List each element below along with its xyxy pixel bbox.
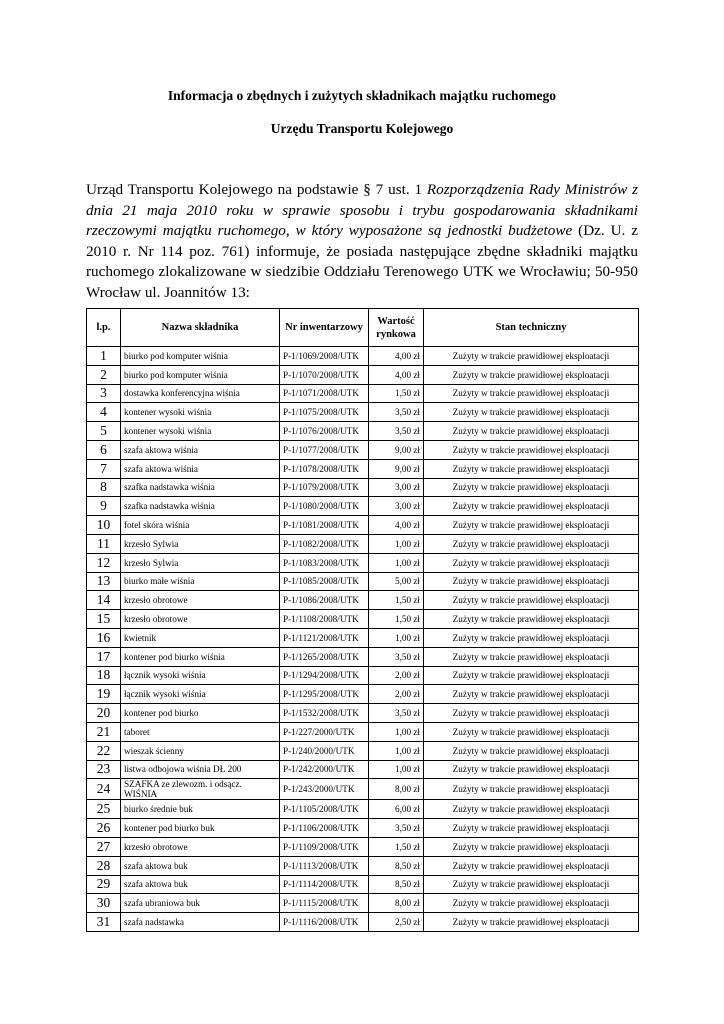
table-row	[87, 704, 639, 723]
cell-technical-state: Zużyty w trakcie prawidłowej eksploatacji	[424, 875, 639, 894]
table-row	[87, 591, 639, 610]
table-row	[87, 722, 639, 741]
cell-lp: 27	[87, 837, 121, 856]
cell-inventory-number: P-1/1082/2008/UTK	[280, 534, 369, 553]
cell-inventory-number: P-1/242/2000/UTK	[280, 760, 369, 779]
table-body	[87, 347, 639, 932]
cell-market-value: 1,50 zł	[369, 384, 424, 403]
table-row	[87, 819, 639, 838]
cell-technical-state: Zużyty w trakcie prawidłowej eksploatacji	[424, 347, 639, 366]
table-row	[87, 478, 639, 497]
table-row	[87, 760, 639, 779]
table-row	[87, 741, 639, 760]
cell-inventory-number: P-1/1075/2008/UTK	[280, 403, 369, 422]
cell-lp: 1	[87, 347, 121, 366]
cell-item-name: kontener wysoki wiśnia	[121, 422, 280, 441]
cell-technical-state: Zużyty w trakcie prawidłowej eksploatacji	[424, 819, 639, 838]
cell-lp: 20	[87, 704, 121, 723]
cell-technical-state: Zużyty w trakcie prawidłowej eksploatacji	[424, 365, 639, 384]
cell-item-name: szafa aktowa wiśnia	[121, 459, 280, 478]
cell-lp: 25	[87, 800, 121, 819]
header-lp: l.p.	[87, 309, 121, 347]
cell-market-value: 1,50 zł	[369, 591, 424, 610]
header-market-value: Wartość rynkowa	[369, 309, 424, 347]
cell-inventory-number: P-1/1086/2008/UTK	[280, 591, 369, 610]
cell-inventory-number: P-1/1080/2008/UTK	[280, 497, 369, 516]
cell-technical-state: Zużyty w trakcie prawidłowej eksploatacji	[424, 534, 639, 553]
cell-inventory-number: P-1/1294/2008/UTK	[280, 666, 369, 685]
cell-inventory-number: P-1/1076/2008/UTK	[280, 422, 369, 441]
header-inventory-number: Nr inwentarzowy	[280, 309, 369, 347]
cell-market-value: 1,00 zł	[369, 741, 424, 760]
cell-lp: 30	[87, 894, 121, 913]
cell-inventory-number: P-1/1121/2008/UTK	[280, 628, 369, 647]
cell-market-value: 8,50 zł	[369, 875, 424, 894]
cell-inventory-number: P-1/1265/2008/UTK	[280, 647, 369, 666]
cell-technical-state: Zużyty w trakcie prawidłowej eksploatacji	[424, 741, 639, 760]
cell-inventory-number: P-1/1106/2008/UTK	[280, 819, 369, 838]
intro-regulation-reference: Rozporządzenia Rady Ministrów z dnia 21 maja 2010 roku w sprawie sposobu i trybu gospodarowania składnikami rzeczowymi majątku ruchomego, w który wyposażone są jednostki budżetowe	[86, 181, 638, 239]
cell-item-name: kontener pod biurko	[121, 704, 280, 723]
cell-market-value: 9,00 zł	[369, 440, 424, 459]
cell-lp: 17	[87, 647, 121, 666]
cell-inventory-number: P-1/1079/2008/UTK	[280, 478, 369, 497]
cell-lp: 19	[87, 685, 121, 704]
cell-lp: 11	[87, 534, 121, 553]
cell-item-name: kontener pod biurko buk	[121, 819, 280, 838]
cell-item-name: biurko małe wiśnia	[121, 572, 280, 591]
cell-item-name: krzesło obrotowe	[121, 610, 280, 629]
cell-lp: 13	[87, 572, 121, 591]
cell-lp: 15	[87, 610, 121, 629]
inventory-table	[86, 308, 639, 932]
cell-inventory-number: P-1/243/2000/UTK	[280, 779, 369, 800]
cell-market-value: 3,50 zł	[369, 647, 424, 666]
header-name: Nazwa składnika	[121, 309, 280, 347]
cell-market-value: 1,50 zł	[369, 610, 424, 629]
cell-technical-state: Zużyty w trakcie prawidłowej eksploatacji	[424, 384, 639, 403]
document-subtitle: Urzędu Transportu Kolejowego	[270, 121, 454, 136]
cell-market-value: 3,50 zł	[369, 403, 424, 422]
table-row	[87, 610, 639, 629]
cell-inventory-number: P-1/1069/2008/UTK	[280, 347, 369, 366]
cell-lp: 26	[87, 819, 121, 838]
cell-inventory-number: P-1/1115/2008/UTK	[280, 894, 369, 913]
cell-technical-state: Zużyty w trakcie prawidłowej eksploatacji	[424, 516, 639, 535]
cell-item-name: szafa nadstawka	[121, 913, 280, 932]
cell-inventory-number: P-1/1071/2008/UTK	[280, 384, 369, 403]
cell-item-name: kontener pod biurko wiśnia	[121, 647, 280, 666]
cell-inventory-number: P-1/240/2000/UTK	[280, 741, 369, 760]
cell-technical-state: Zużyty w trakcie prawidłowej eksploatacji	[424, 478, 639, 497]
cell-item-name: krzesło obrotowe	[121, 837, 280, 856]
cell-lp: 4	[87, 403, 121, 422]
cell-technical-state: Zużyty w trakcie prawidłowej eksploatacji	[424, 760, 639, 779]
cell-lp: 3	[87, 384, 121, 403]
cell-item-name: dostawka konferencyjna wiśnia	[121, 384, 280, 403]
intro-text-1: Urząd Transportu Kolejowego na podstawie § 7 ust. 1	[86, 181, 427, 198]
cell-inventory-number: P-1/1295/2008/UTK	[280, 685, 369, 704]
cell-market-value: 3,50 zł	[369, 422, 424, 441]
cell-market-value: 3,50 zł	[369, 819, 424, 838]
table-row	[87, 779, 639, 800]
table-row	[87, 875, 639, 894]
table-row	[87, 534, 639, 553]
cell-market-value: 3,50 zł	[369, 704, 424, 723]
cell-lp: 8	[87, 478, 121, 497]
header-technical-state: Stan techniczny	[424, 309, 639, 347]
cell-inventory-number: P-1/227/2000/UTK	[280, 722, 369, 741]
cell-market-value: 8,00 zł	[369, 894, 424, 913]
table-row	[87, 666, 639, 685]
cell-market-value: 6,00 zł	[369, 800, 424, 819]
table-row	[87, 572, 639, 591]
table-row	[87, 422, 639, 441]
cell-inventory-number: P-1/1114/2008/UTK	[280, 875, 369, 894]
table-row	[87, 347, 639, 366]
cell-market-value: 8,50 zł	[369, 856, 424, 875]
cell-item-name: szafka nadstawka wiśnia	[121, 497, 280, 516]
cell-market-value: 2,50 zł	[369, 913, 424, 932]
document-title: Informacja o zbędnych i zużytych składnikach majątku ruchomego	[167, 88, 557, 103]
cell-technical-state: Zużyty w trakcie prawidłowej eksploatacji	[424, 591, 639, 610]
cell-technical-state: Zużyty w trakcie prawidłowej eksploatacji	[424, 779, 639, 800]
cell-lp: 22	[87, 741, 121, 760]
cell-lp: 21	[87, 722, 121, 741]
cell-technical-state: Zużyty w trakcie prawidłowej eksploatacji	[424, 459, 639, 478]
cell-item-name: fotel skóra wiśnia	[121, 516, 280, 535]
cell-lp: 2	[87, 365, 121, 384]
intro-paragraph	[86, 180, 638, 303]
table-row	[87, 459, 639, 478]
cell-item-name: krzesło Sylwia	[121, 534, 280, 553]
cell-technical-state: Zużyty w trakcie prawidłowej eksploatacji	[424, 837, 639, 856]
cell-technical-state: Zużyty w trakcie prawidłowej eksploatacji	[424, 666, 639, 685]
table-row	[87, 516, 639, 535]
cell-lp: 7	[87, 459, 121, 478]
cell-lp: 10	[87, 516, 121, 535]
cell-technical-state: Zużyty w trakcie prawidłowej eksploatacji	[424, 572, 639, 591]
cell-inventory-number: P-1/1113/2008/UTK	[280, 856, 369, 875]
cell-lp: 6	[87, 440, 121, 459]
cell-market-value: 4,00 zł	[369, 365, 424, 384]
cell-market-value: 4,00 zł	[369, 347, 424, 366]
cell-item-name: szafa aktowa buk	[121, 875, 280, 894]
cell-item-name: krzesło obrotowe	[121, 591, 280, 610]
table-row	[87, 894, 639, 913]
cell-inventory-number: P-1/1081/2008/UTK	[280, 516, 369, 535]
cell-market-value: 1,50 zł	[369, 837, 424, 856]
cell-inventory-number: P-1/1070/2008/UTK	[280, 365, 369, 384]
cell-lp: 29	[87, 875, 121, 894]
cell-technical-state: Zużyty w trakcie prawidłowej eksploatacji	[424, 800, 639, 819]
cell-technical-state: Zużyty w trakcie prawidłowej eksploatacji	[424, 628, 639, 647]
cell-market-value: 2,00 zł	[369, 666, 424, 685]
cell-item-name: szafa aktowa buk	[121, 856, 280, 875]
cell-item-name: łącznik wysoki wiśnia	[121, 666, 280, 685]
table-row	[87, 837, 639, 856]
cell-lp: 28	[87, 856, 121, 875]
cell-technical-state: Zużyty w trakcie prawidłowej eksploatacji	[424, 704, 639, 723]
cell-item-name: kwietnik	[121, 628, 280, 647]
cell-market-value: 3,00 zł	[369, 497, 424, 516]
cell-technical-state: Zużyty w trakcie prawidłowej eksploatacji	[424, 403, 639, 422]
cell-technical-state: Zużyty w trakcie prawidłowej eksploatacji	[424, 497, 639, 516]
cell-technical-state: Zużyty w trakcie prawidłowej eksploatacji	[424, 553, 639, 572]
cell-inventory-number: P-1/1083/2008/UTK	[280, 553, 369, 572]
cell-market-value: 5,00 zł	[369, 572, 424, 591]
cell-inventory-number: P-1/1116/2008/UTK	[280, 913, 369, 932]
cell-technical-state: Zużyty w trakcie prawidłowej eksploatacji	[424, 647, 639, 666]
cell-lp: 16	[87, 628, 121, 647]
cell-inventory-number: P-1/1078/2008/UTK	[280, 459, 369, 478]
table-row	[87, 440, 639, 459]
cell-item-name: kontener wysoki wiśnia	[121, 403, 280, 422]
cell-market-value: 1,00 zł	[369, 553, 424, 572]
cell-item-name: szafa aktowa wiśnia	[121, 440, 280, 459]
cell-technical-state: Zużyty w trakcie prawidłowej eksploatacji	[424, 422, 639, 441]
table-row	[87, 856, 639, 875]
cell-item-name: szafa ubraniowa buk	[121, 894, 280, 913]
table-row	[87, 913, 639, 932]
table-row	[87, 685, 639, 704]
cell-item-name: taboret	[121, 722, 280, 741]
cell-technical-state: Zużyty w trakcie prawidłowej eksploatacji	[424, 913, 639, 932]
cell-lp: 5	[87, 422, 121, 441]
cell-inventory-number: P-1/1108/2008/UTK	[280, 610, 369, 629]
cell-lp: 12	[87, 553, 121, 572]
cell-technical-state: Zużyty w trakcie prawidłowej eksploatacji	[424, 894, 639, 913]
cell-market-value: 1,00 zł	[369, 534, 424, 553]
cell-inventory-number: P-1/1532/2008/UTK	[280, 704, 369, 723]
table-row	[87, 403, 639, 422]
cell-market-value: 8,00 zł	[369, 779, 424, 800]
table-row	[87, 497, 639, 516]
cell-item-name: biurko średnie buk	[121, 800, 280, 819]
cell-lp: 24	[87, 779, 121, 800]
cell-technical-state: Zużyty w trakcie prawidłowej eksploatacji	[424, 856, 639, 875]
cell-item-name: listwa odbojowa wiśnia DŁ 200	[121, 760, 280, 779]
cell-market-value: 2,00 zł	[369, 685, 424, 704]
table-row	[87, 628, 639, 647]
table-row	[87, 647, 639, 666]
cell-market-value: 4,00 zł	[369, 516, 424, 535]
table-row	[87, 384, 639, 403]
intro-text-2: (Dz. U. z 2010 r. Nr 114 poz. 761) informuje, że posiada następujące zbędne składniki majątku ruchomego zlokalizowane w siedzibie Oddziału Terenowego UTK we Wrocławiu; 50-950 Wrocław ul. Joannitów 13:	[86, 222, 638, 301]
cell-market-value: 1,00 zł	[369, 628, 424, 647]
table-row	[87, 553, 639, 572]
cell-inventory-number: P-1/1105/2008/UTK	[280, 800, 369, 819]
cell-technical-state: Zużyty w trakcie prawidłowej eksploatacji	[424, 722, 639, 741]
cell-lp: 9	[87, 497, 121, 516]
cell-market-value: 1,00 zł	[369, 722, 424, 741]
cell-lp: 31	[87, 913, 121, 932]
table-row	[87, 800, 639, 819]
table-row	[87, 365, 639, 384]
cell-market-value: 1,00 zł	[369, 760, 424, 779]
table-header-row	[87, 309, 639, 347]
cell-item-name: szafka nadstawka wiśnia	[121, 478, 280, 497]
cell-technical-state: Zużyty w trakcie prawidłowej eksploatacji	[424, 685, 639, 704]
cell-technical-state: Zużyty w trakcie prawidłowej eksploatacji	[424, 440, 639, 459]
cell-lp: 14	[87, 591, 121, 610]
cell-technical-state: Zużyty w trakcie prawidłowej eksploatacji	[424, 610, 639, 629]
cell-market-value: 9,00 zł	[369, 459, 424, 478]
cell-market-value: 3,00 zł	[369, 478, 424, 497]
cell-inventory-number: P-1/1085/2008/UTK	[280, 572, 369, 591]
cell-inventory-number: P-1/1077/2008/UTK	[280, 440, 369, 459]
cell-item-name: biurko pod komputer wiśnia	[121, 347, 280, 366]
cell-inventory-number: P-1/1109/2008/UTK	[280, 837, 369, 856]
cell-item-name: krzesło Sylwia	[121, 553, 280, 572]
cell-item-name: łącznik wysoki wiśnia	[121, 685, 280, 704]
cell-item-name: biurko pod komputer wiśnia	[121, 365, 280, 384]
cell-lp: 23	[87, 760, 121, 779]
cell-lp: 18	[87, 666, 121, 685]
cell-item-name: SZAFKA ze zlewozm. i odsącz. WIŚNIA	[121, 779, 280, 800]
cell-item-name: wieszak ścienny	[121, 741, 280, 760]
